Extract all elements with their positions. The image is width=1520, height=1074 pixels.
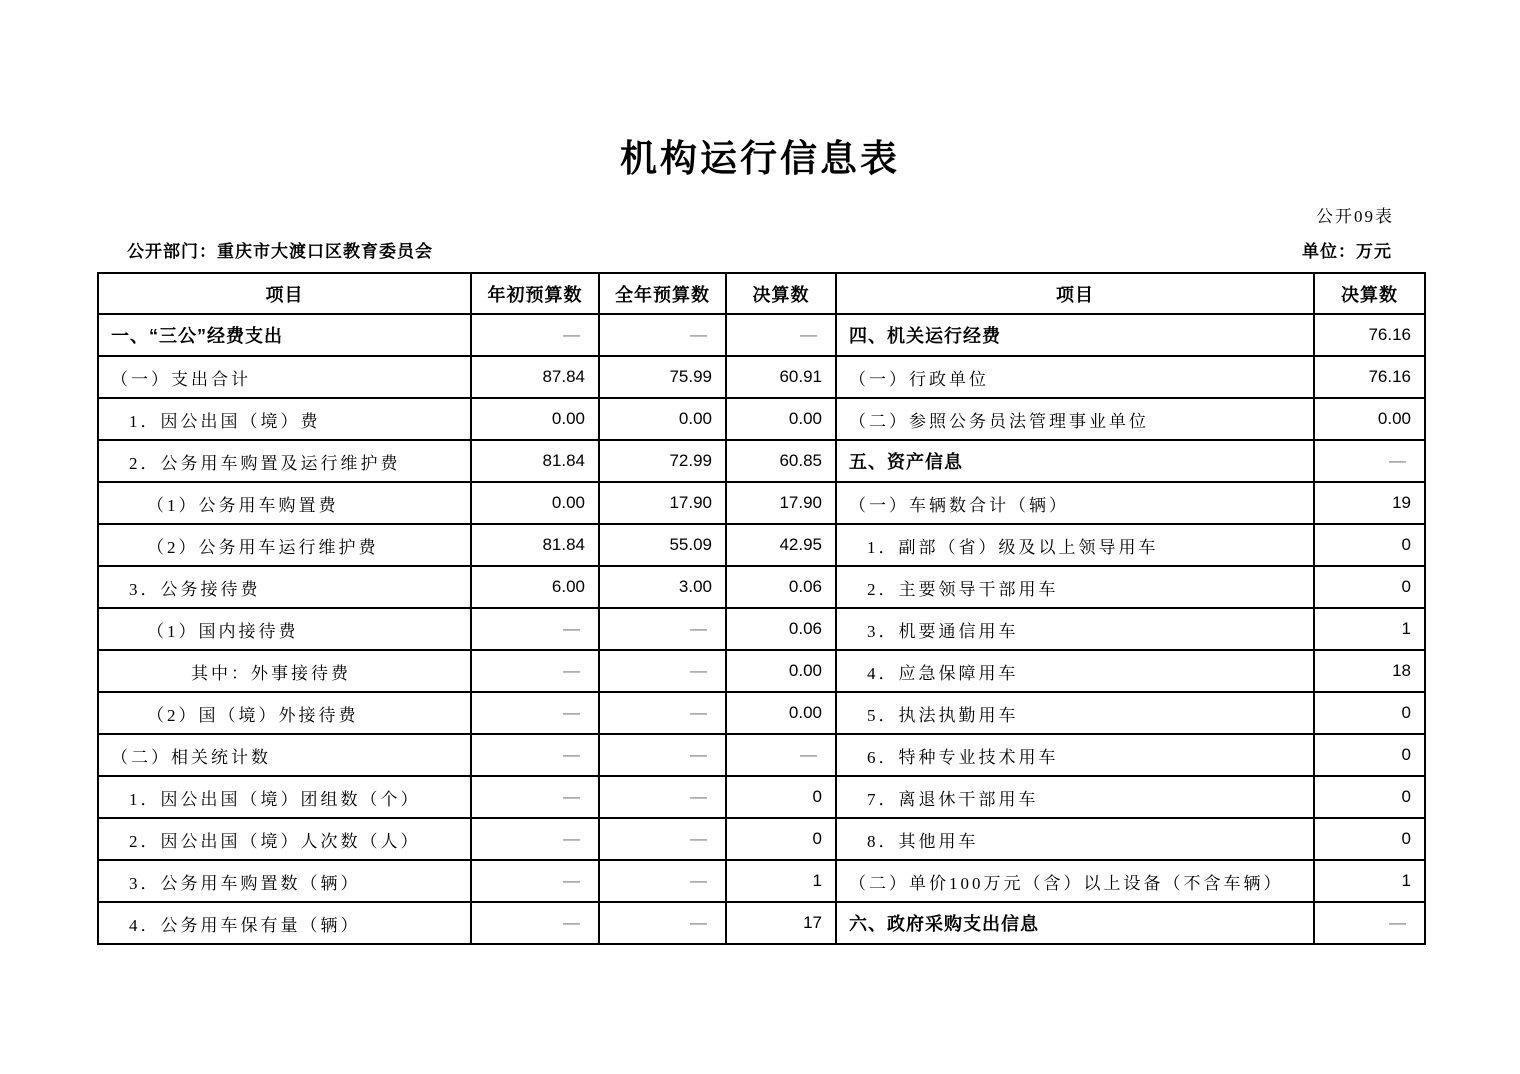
header-budget-annual: 全年预算数	[599, 273, 726, 314]
table-row	[98, 482, 1425, 524]
budget-annual-value: 75.99	[599, 356, 726, 398]
budget-annual-value: —	[599, 314, 726, 356]
final-left-value: 0.00	[726, 650, 836, 692]
unit-label: 单位：万元	[1302, 242, 1392, 261]
row-label-right: （一）行政单位	[836, 356, 1314, 398]
table-row	[98, 398, 1425, 440]
budget-initial-value: 0.00	[471, 482, 599, 524]
final-right-value: 0	[1314, 566, 1425, 608]
budget-annual-value: —	[599, 692, 726, 734]
table-row	[98, 860, 1425, 902]
budget-annual-value: —	[599, 776, 726, 818]
row-label-right: （二）单价100万元（含）以上设备（不含车辆）	[836, 860, 1314, 902]
budget-initial-value: —	[471, 860, 599, 902]
final-right-value: 0	[1314, 818, 1425, 860]
final-left-value: 0	[726, 776, 836, 818]
row-label-left: （二）相关统计数	[98, 734, 471, 776]
final-right-value: 0	[1314, 734, 1425, 776]
table-row	[98, 776, 1425, 818]
header-item-left: 项目	[98, 273, 471, 314]
meta-row	[97, 237, 1424, 262]
budget-annual-value: 0.00	[599, 398, 726, 440]
row-label-right: 3．机要通信用车	[836, 608, 1314, 650]
final-right-value: 18	[1314, 650, 1425, 692]
table-row	[98, 818, 1425, 860]
final-right-value: 76.16	[1314, 356, 1425, 398]
table-code-label: 公开09表	[1316, 207, 1394, 226]
final-left-value: 60.85	[726, 440, 836, 482]
budget-initial-value: —	[471, 818, 599, 860]
department-label: 公开部门：重庆市大渡口区教育委员会	[127, 242, 433, 261]
budget-annual-value: —	[599, 902, 726, 944]
table-row	[98, 902, 1425, 944]
row-label-right: 五、资产信息	[836, 440, 1314, 482]
final-right-value: 0	[1314, 692, 1425, 734]
table-row	[98, 314, 1425, 356]
budget-initial-value: —	[471, 314, 599, 356]
row-label-right: 1．副部（省）级及以上领导用车	[836, 524, 1314, 566]
table-row	[98, 566, 1425, 608]
budget-initial-value: 81.84	[471, 440, 599, 482]
row-label-right: 四、机关运行经费	[836, 314, 1314, 356]
table-row	[98, 608, 1425, 650]
table-row	[98, 524, 1425, 566]
header-row	[98, 273, 1425, 314]
row-label-left: （1）国内接待费	[98, 608, 471, 650]
budget-initial-value: 87.84	[471, 356, 599, 398]
row-label-left: 一、“三公”经费支出	[98, 314, 471, 356]
budget-annual-value: —	[599, 650, 726, 692]
budget-initial-value: 81.84	[471, 524, 599, 566]
final-left-value: 0.00	[726, 692, 836, 734]
final-left-value: 0.06	[726, 566, 836, 608]
final-right-value: 0	[1314, 524, 1425, 566]
table-body	[98, 314, 1425, 944]
final-right-value: —	[1314, 902, 1425, 944]
table-row	[98, 440, 1425, 482]
row-label-right: 7．离退休干部用车	[836, 776, 1314, 818]
row-label-right: 6．特种专业技术用车	[836, 734, 1314, 776]
table-row	[98, 650, 1425, 692]
table-header	[98, 273, 1425, 314]
table-row	[98, 692, 1425, 734]
institution-operation-table	[97, 272, 1426, 945]
header-final-right: 决算数	[1314, 273, 1425, 314]
page-title: 机构运行信息表	[620, 138, 900, 179]
row-label-left: （1）公务用车购置费	[98, 482, 471, 524]
final-left-value: 42.95	[726, 524, 836, 566]
final-left-value: —	[726, 314, 836, 356]
final-right-value: 76.16	[1314, 314, 1425, 356]
budget-annual-value: —	[599, 734, 726, 776]
budget-initial-value: —	[471, 734, 599, 776]
final-left-value: 17.90	[726, 482, 836, 524]
row-label-right: （二）参照公务员法管理事业单位	[836, 398, 1314, 440]
header-final-left: 决算数	[726, 273, 836, 314]
budget-initial-value: —	[471, 608, 599, 650]
budget-initial-value: —	[471, 692, 599, 734]
budget-annual-value: 72.99	[599, 440, 726, 482]
budget-annual-value: 3.00	[599, 566, 726, 608]
header-item-right: 项目	[836, 273, 1314, 314]
final-left-value: 0.00	[726, 398, 836, 440]
row-label-right: 8．其他用车	[836, 818, 1314, 860]
row-label-left: （一）支出合计	[98, 356, 471, 398]
final-right-value: 1	[1314, 860, 1425, 902]
final-right-value: 0.00	[1314, 398, 1425, 440]
budget-annual-value: —	[599, 818, 726, 860]
final-right-value: 0	[1314, 776, 1425, 818]
row-label-left: 3．公务用车购置数（辆）	[98, 860, 471, 902]
row-label-left: 其中：外事接待费	[98, 650, 471, 692]
budget-initial-value: 0.00	[471, 398, 599, 440]
row-label-left: 2．公务用车购置及运行维护费	[98, 440, 471, 482]
final-right-value: —	[1314, 440, 1425, 482]
row-label-left: （2）公务用车运行维护费	[98, 524, 471, 566]
budget-annual-value: 17.90	[599, 482, 726, 524]
row-label-right: 5．执法执勤用车	[836, 692, 1314, 734]
budget-initial-value: —	[471, 650, 599, 692]
final-left-value: 60.91	[726, 356, 836, 398]
row-label-left: 1．因公出国（境）费	[98, 398, 471, 440]
row-label-right: 六、政府采购支出信息	[836, 902, 1314, 944]
table-row	[98, 734, 1425, 776]
final-left-value: 0	[726, 818, 836, 860]
final-left-value: 17	[726, 902, 836, 944]
final-left-value: 1	[726, 860, 836, 902]
header-budget-initial: 年初预算数	[471, 273, 599, 314]
final-right-value: 1	[1314, 608, 1425, 650]
budget-initial-value: —	[471, 776, 599, 818]
row-label-right: 2．主要领导干部用车	[836, 566, 1314, 608]
row-label-left: 1．因公出国（境）团组数（个）	[98, 776, 471, 818]
budget-initial-value: 6.00	[471, 566, 599, 608]
final-left-value: —	[726, 734, 836, 776]
row-label-left: 2．因公出国（境）人次数（人）	[98, 818, 471, 860]
budget-initial-value: —	[471, 902, 599, 944]
row-label-right: 4．应急保障用车	[836, 650, 1314, 692]
row-label-left: 3．公务接待费	[98, 566, 471, 608]
final-right-value: 19	[1314, 482, 1425, 524]
budget-annual-value: —	[599, 860, 726, 902]
final-left-value: 0.06	[726, 608, 836, 650]
budget-annual-value: —	[599, 608, 726, 650]
budget-annual-value: 55.09	[599, 524, 726, 566]
row-label-left: 4．公务用车保有量（辆）	[98, 902, 471, 944]
table-row	[98, 356, 1425, 398]
row-label-left: （2）国（境）外接待费	[98, 692, 471, 734]
row-label-right: （一）车辆数合计（辆）	[836, 482, 1314, 524]
